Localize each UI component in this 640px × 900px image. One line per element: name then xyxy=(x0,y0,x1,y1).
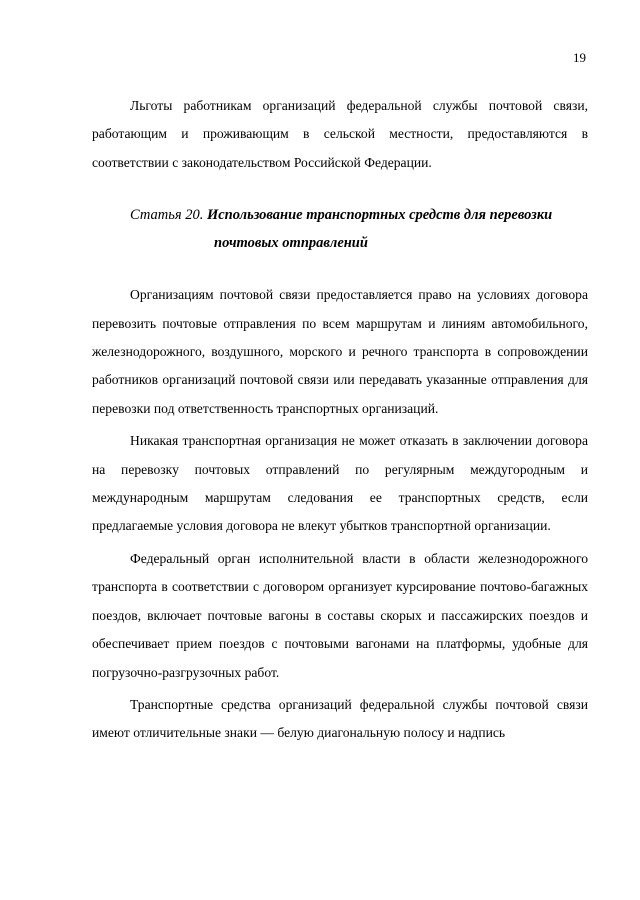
article-label: Статья 20. xyxy=(130,207,204,224)
document-body xyxy=(92,92,588,748)
article-heading xyxy=(92,201,588,257)
paragraph-2: Никакая транспортная организация не может отказать в заключении договора на перевозку почтовых отправлений по регулярным междугородным и международным маршрутам следования ее транспортных средств, если предлагаемые условия договора не влекут убытков транспортной организации. xyxy=(92,433,588,534)
paragraph-1: Организациям почтовой связи предоставляется право на условиях договора перевозить почтовые отправления по всем маршрутам и линиям автомобильного, железнодорожного, воздушного, морского и речного транспорта в сопровождении работников организаций почтовой связи или передавать указанные отправления для перевозки под ответственность транспортных организаций. xyxy=(92,287,588,416)
article-title-line-2: почтовых отправлений xyxy=(214,235,368,252)
article-heading-line-1 xyxy=(92,201,588,229)
paragraph-4: Транспортные средства организаций федеральной службы почтовой связи имеют отличительные знаки — белую диагональную полосу и надпись xyxy=(92,696,588,741)
page-number: 19 xyxy=(573,50,586,65)
intro-paragraph: Льготы работникам организаций федеральной службы почтовой связи, работающим и проживающим в сельской местности, предоставляются в соответствии с законодательством Российской Федерации. xyxy=(92,98,588,170)
paragraph-3: Федеральный орган исполнительной власти в области железнодорожного транспорта в соответствии с договором организует курсирование почтово-багажных поездов, включает почтовые вагоны в составы скорых и пассажирских поездов и обеспечивает прием поездов с почтовыми вагонами на платформы, удобные для погрузочно-разгрузочных работ. xyxy=(92,550,588,680)
article-title-line-1: Использование транспортных средств для перевозки xyxy=(206,207,553,224)
